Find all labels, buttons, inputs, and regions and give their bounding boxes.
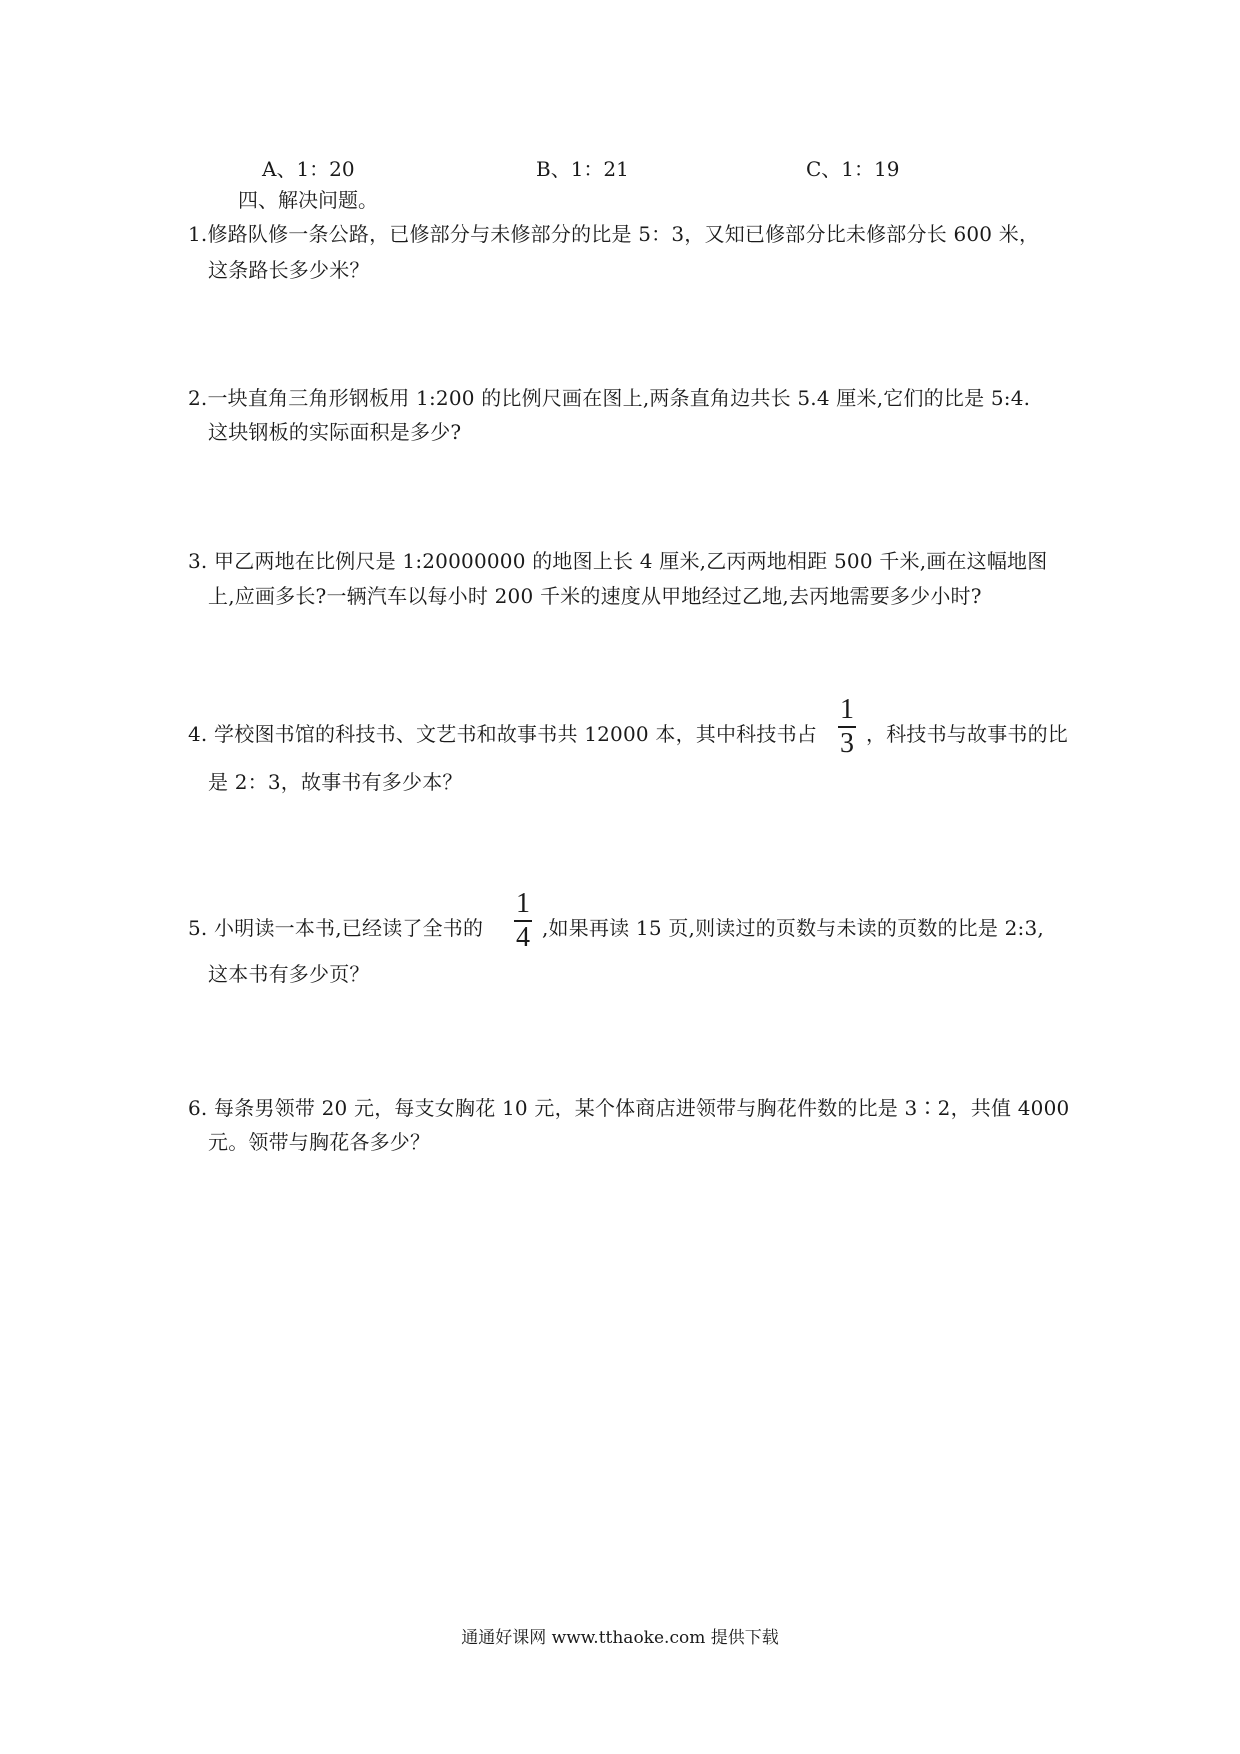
problem-5-line-1a: 5. 小明读一本书,已经读了全书的 bbox=[188, 916, 484, 940]
problem-5-line-1b: ,如果再读 15 页,则读过的页数与未读的页数的比是 2:3, bbox=[542, 916, 1044, 940]
fraction-one-quarter bbox=[514, 890, 532, 952]
problem-2-line-2: 这块钢板的实际面积是多少? bbox=[208, 420, 462, 444]
problem-2-line-1: 2.一块直角三角形钢板用 1:200 的比例尺画在图上,两条直角边共长 5.4 厘米,它们的比是 5:4. bbox=[188, 386, 1031, 410]
fraction-denominator: 4 bbox=[516, 922, 530, 953]
fraction-numerator: 1 bbox=[840, 694, 854, 725]
problem-6-line-2: 元。领带与胸花各多少？ bbox=[208, 1130, 431, 1154]
problem-6-line-1: 6. 每条男领带 20 元，每支女胸花 10 元，某个体商店进领带与胸花件数的比是 3∶2，共值 4000 bbox=[188, 1096, 1070, 1120]
problem-4-line-2: 是 2：3，故事书有多少本？ bbox=[208, 770, 463, 794]
fraction-denominator: 3 bbox=[840, 728, 854, 759]
problem-4-line-1a: 4. 学校图书馆的科技书、文艺书和故事书共 12000 本，其中科技书占 bbox=[188, 722, 817, 746]
choice-b: B、1：21 bbox=[536, 157, 629, 181]
problem-4-line-1b: ，科技书与故事书的比 bbox=[866, 722, 1068, 746]
section-title: 四、解决问题。 bbox=[238, 188, 378, 212]
problem-5-line-2: 这本书有多少页？ bbox=[208, 962, 370, 986]
fraction-one-third bbox=[838, 696, 856, 758]
problem-3-line-2: 上,应画多长?一辆汽车以每小时 200 千米的速度从甲地经过乙地,去丙地需要多少小时? bbox=[208, 584, 982, 608]
choice-c: C、1：19 bbox=[806, 157, 900, 181]
problem-3-line-1: 3. 甲乙两地在比例尺是 1:20000000 的地图上长 4 厘米,乙丙两地相距 500 千米,画在这幅地图 bbox=[188, 549, 1048, 573]
choice-a: A、1：20 bbox=[262, 157, 355, 181]
problem-1-line-2: 这条路长多少米？ bbox=[208, 258, 370, 282]
fraction-numerator: 1 bbox=[516, 888, 530, 919]
problem-1-line-1: 1.修路队修一条公路，已修部分与未修部分的比是 5：3，又知已修部分比未修部分长 600 米， bbox=[188, 222, 1040, 246]
footer-credit: 通通好课网 www.tthaoke.com 提供下载 bbox=[461, 1628, 779, 1648]
